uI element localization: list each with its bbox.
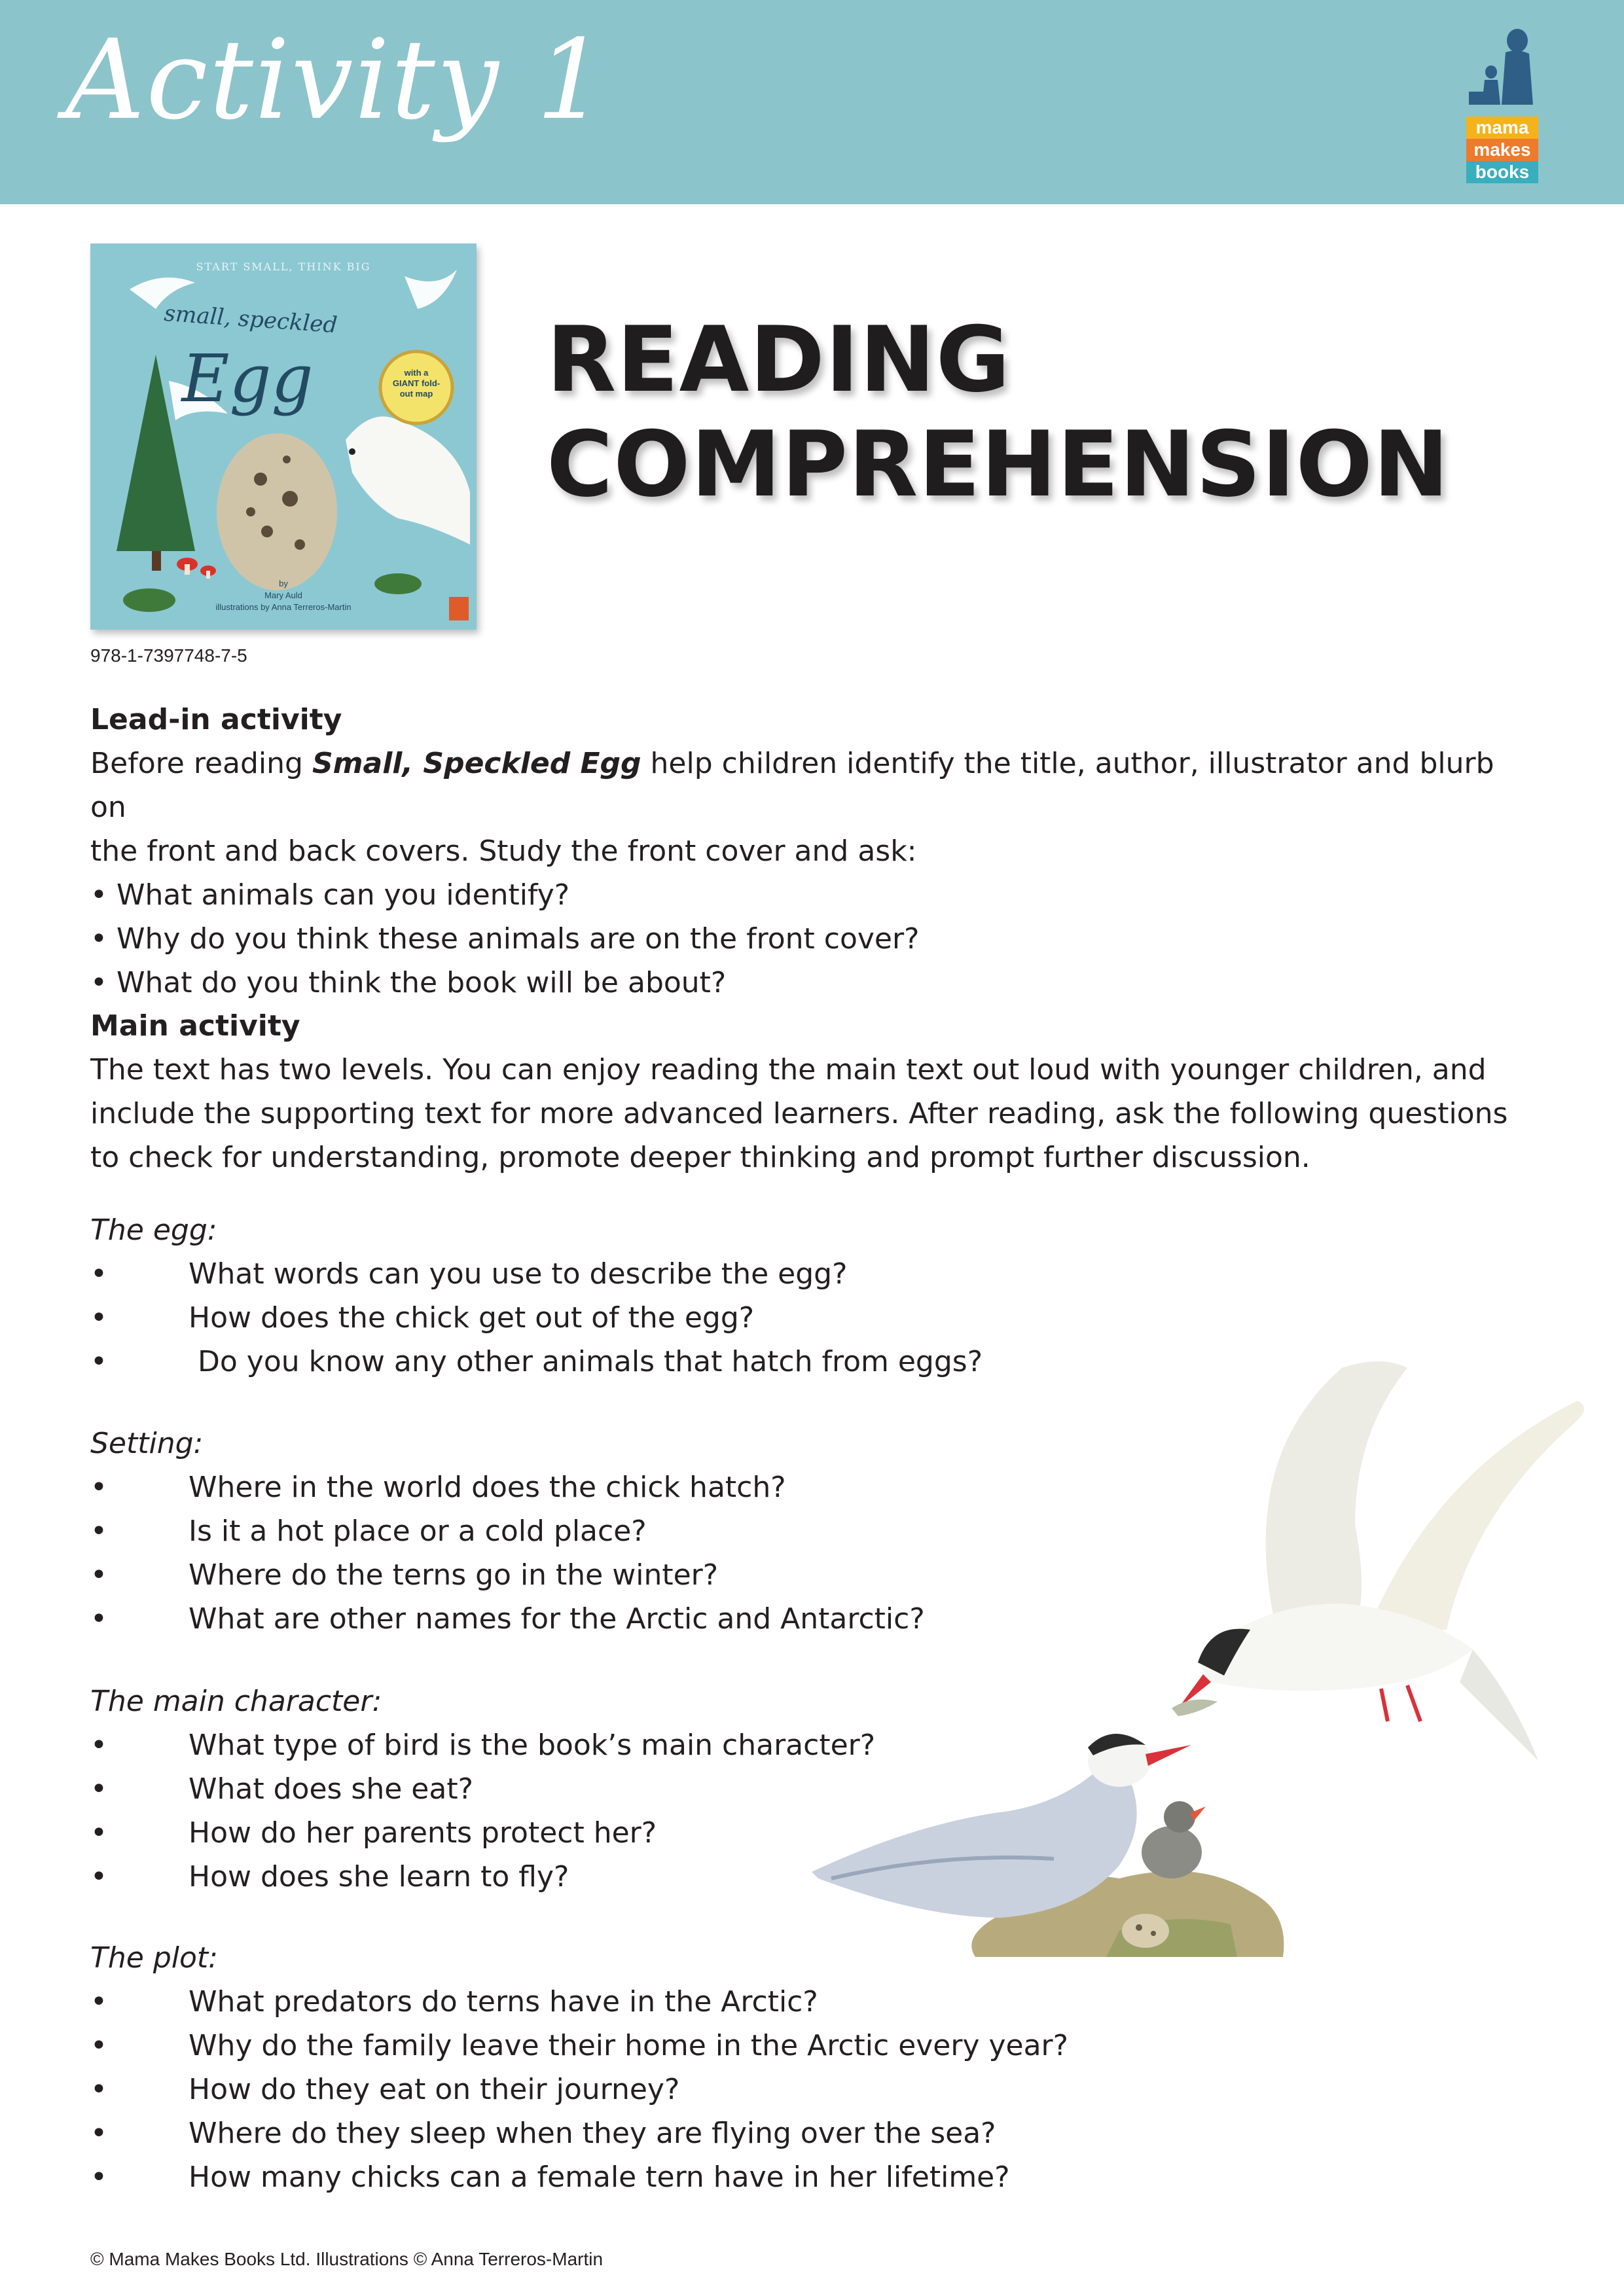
isbn: 978-1-7397748-7-5 bbox=[90, 645, 247, 666]
cover-illustrator: illustrations by Anna Terreros-Martin bbox=[215, 602, 352, 612]
list-item-text: How do her parents protect her? bbox=[189, 1816, 657, 1850]
logo-word-mama: mama bbox=[1466, 117, 1538, 139]
bullet: • bbox=[90, 1772, 107, 1806]
lead-in-section bbox=[90, 698, 1537, 1005]
page-title-line1: READING bbox=[547, 307, 1011, 412]
section-heading: Setting: bbox=[90, 1427, 204, 1460]
list-item-text: How many chicks can a female tern have in her lifetime? bbox=[189, 2161, 1010, 2194]
bullet: • bbox=[90, 1602, 107, 1636]
section-heading: The main character: bbox=[90, 1685, 382, 1718]
section-heading: The egg: bbox=[90, 1213, 217, 1247]
mama-figure-icon bbox=[1460, 26, 1551, 111]
list-item-text: Why do the family leave their home in the Arctic every year? bbox=[189, 2029, 1068, 2062]
bullet: • bbox=[90, 2117, 107, 2150]
main-activity-line3: to check for understanding, promote deeper thinking and prompt further discussion. bbox=[90, 1141, 1310, 1174]
header-band bbox=[0, 0, 1624, 204]
bullet: • bbox=[90, 1860, 107, 1893]
bullet: • bbox=[90, 2161, 107, 2194]
bullet: • bbox=[90, 1558, 107, 1592]
lead-in-heading: Lead-in activity bbox=[90, 703, 342, 736]
list-item bbox=[90, 1296, 1537, 1340]
activity-title: Activity 1 bbox=[65, 16, 608, 144]
bullet: • bbox=[90, 1515, 107, 1548]
cover-title-line1: small, speckled bbox=[163, 300, 338, 339]
page-title-line2: COMPREHENSION bbox=[547, 412, 1450, 517]
main-activity-heading: Main activity bbox=[90, 1009, 300, 1043]
lead-in-book-title: Small, Speckled Egg bbox=[312, 747, 641, 780]
lead-in-intro-line2: the front and back covers. Study the front cover and ask: bbox=[90, 834, 917, 868]
lead-in-intro-start: Before reading bbox=[90, 747, 312, 780]
list-item bbox=[90, 2111, 1537, 2155]
terns-illustration bbox=[779, 1355, 1591, 1983]
list-item-text: Do you know any other animals that hatch from eggs? bbox=[189, 1345, 983, 1378]
list-item-text: How does the chick get out of the egg? bbox=[189, 1301, 755, 1335]
bullet: • bbox=[90, 1471, 107, 1504]
list-item-text: What does she eat? bbox=[189, 1772, 473, 1806]
bullet: • bbox=[90, 2029, 107, 2062]
list-item bbox=[90, 2024, 1537, 2068]
bullet: • bbox=[90, 2073, 107, 2106]
cover-tagline: START SMALL, THINK BIG bbox=[196, 260, 371, 273]
main-activity-line1: The text has two levels. You can enjoy reading the main text out loud with younger children, and bbox=[90, 1053, 1487, 1086]
list-item-text: What are other names for the Arctic and Antarctic? bbox=[189, 1602, 925, 1636]
list-item-text: How do they eat on their journey? bbox=[189, 2073, 680, 2106]
main-activity-section bbox=[90, 1004, 1537, 1179]
cover-title-line2: Egg bbox=[181, 340, 314, 417]
footer-copyright: © Mama Makes Books Ltd. Illustrations © Anna Terreros-Martin bbox=[90, 2249, 604, 2269]
list-item-text: What predators do terns have in the Arctic? bbox=[189, 1985, 818, 2018]
bullet: • bbox=[90, 1816, 107, 1850]
list-item-text: Is it a hot place or a cold place? bbox=[189, 1515, 647, 1548]
main-activity-line2: include the supporting text for more advanced learners. After reading, ask the following questions bbox=[90, 1097, 1508, 1130]
list-item-text: Where do the terns go in the winter? bbox=[189, 1558, 719, 1592]
cover-author: Mary Auld bbox=[264, 590, 302, 600]
lead-in-intro-line1 bbox=[90, 742, 1537, 829]
bullet: • bbox=[90, 1345, 107, 1378]
book-cover bbox=[90, 243, 477, 630]
cover-badge: with a GIANT fold-out map bbox=[392, 368, 441, 399]
cover-by: by bbox=[279, 579, 288, 588]
bullet: • bbox=[90, 1985, 107, 2018]
page-title bbox=[547, 308, 1528, 517]
list-item bbox=[90, 1980, 1537, 2024]
bullet: • bbox=[90, 1257, 107, 1291]
list-item-text: Where in the world does the chick hatch? bbox=[189, 1471, 786, 1504]
logo-word-makes: makes bbox=[1466, 139, 1538, 161]
bullet: • bbox=[90, 1729, 107, 1762]
list-item-text: How does she learn to fly? bbox=[189, 1860, 569, 1893]
lead-in-bullet-3: • What do you think the book will be about? bbox=[90, 966, 727, 999]
list-item-text: What type of bird is the book’s main character? bbox=[189, 1729, 876, 1762]
publisher-logo bbox=[1460, 26, 1551, 190]
list-item-text: Where do they sleep when they are flying over the sea? bbox=[189, 2117, 996, 2150]
list-item bbox=[90, 2068, 1537, 2111]
list-item bbox=[90, 1252, 1537, 1296]
lead-in-bullet-2: • Why do you think these animals are on the front cover? bbox=[90, 922, 920, 956]
logo-word-books: books bbox=[1466, 161, 1538, 183]
list-item-text: What words can you use to describe the egg? bbox=[189, 1257, 848, 1291]
lead-in-intro-end: help children identify the title, author, illustrator and blurb on bbox=[90, 747, 1494, 824]
list-item bbox=[90, 2155, 1537, 2199]
section-heading: The plot: bbox=[90, 1941, 218, 1975]
lead-in-bullet-1: • What animals can you identify? bbox=[90, 878, 570, 912]
bullet: • bbox=[90, 1301, 107, 1335]
